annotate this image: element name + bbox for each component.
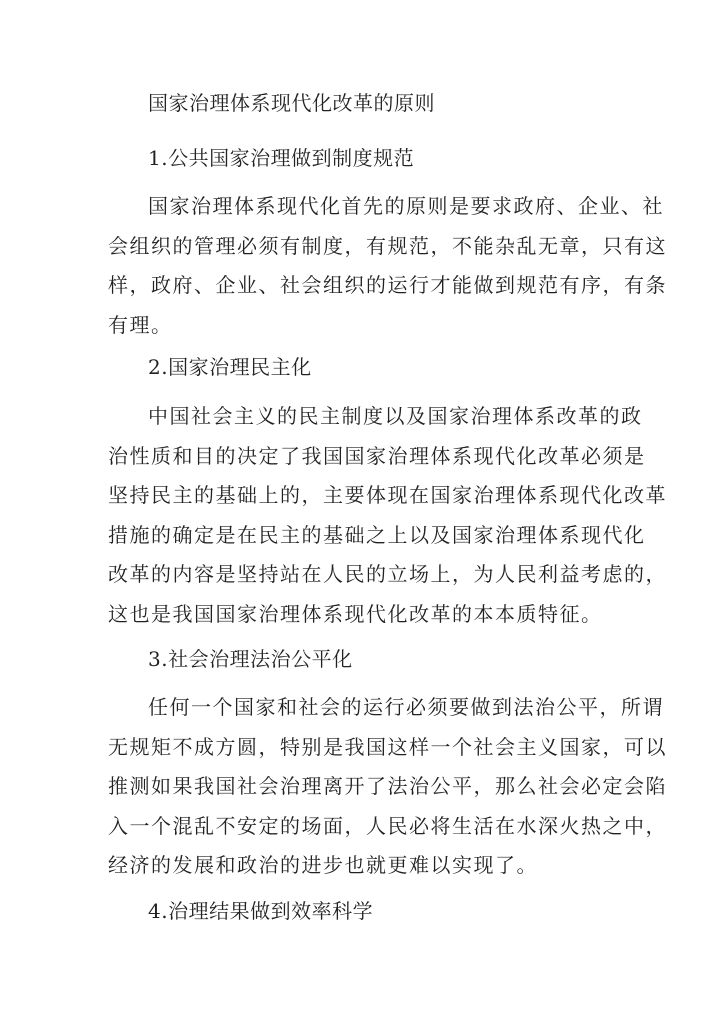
text-line: 中国社会主义的民主制度以及国家治理体系改革的政 <box>148 404 643 428</box>
section-body-3 <box>108 688 667 886</box>
text-line: 入一个混乱不安定的场面，人民必将生活在水深火热之中， <box>108 813 667 838</box>
section-heading-1: 1.公共国家治理做到制度规范 <box>148 146 415 170</box>
section-heading-3: 3.社会治理法治公平化 <box>148 647 353 671</box>
text-line: 措施的确定是在民主的基础之上以及国家治理体系现代化 <box>108 522 646 547</box>
section-body-2 <box>108 397 667 634</box>
text-line: 样，政府、企业、社会组织的运行才能做到规范有序，有条 <box>108 273 667 297</box>
text-line: 推测如果我国社会治理离开了法治公平，那么社会必定会陷 <box>108 774 667 798</box>
text-line: 国家治理体系现代化首先的原则是要求政府、企业、社 <box>148 194 664 218</box>
section-heading-4: 4.治理结果做到效率科学 <box>148 899 374 923</box>
text-line: 坚持民主的基础上的，主要体现在国家治理体系现代化改革 <box>108 483 667 507</box>
text-line: 这也是我国国家治理体系现代化改革的本本质特征。 <box>108 601 603 626</box>
text-line: 经济的发展和政治的进步也就更难以实现了。 <box>108 853 538 877</box>
section-body-1 <box>108 187 667 345</box>
text-line: 治性质和目的决定了我国国家治理体系现代化改革必须是 <box>108 443 646 468</box>
text-line: 有理。 <box>108 312 173 337</box>
text-line: 会组织的管理必须有制度，有规范，不能杂乱无章，只有这 <box>108 233 667 258</box>
text-line: 任何一个国家和社会的运行必须要做到法治公平，所谓 <box>148 695 664 719</box>
text-line: 改革的内容是坚持站在人民的立场上，为人民利益考虑的， <box>108 562 667 586</box>
document-title: 国家治理体系现代化改革的原则 <box>148 91 435 115</box>
section-heading-2: 2.国家治理民主化 <box>148 355 312 379</box>
text-line: 无规矩不成方圆，特别是我国这样一个社会主义国家，可以 <box>108 734 667 759</box>
